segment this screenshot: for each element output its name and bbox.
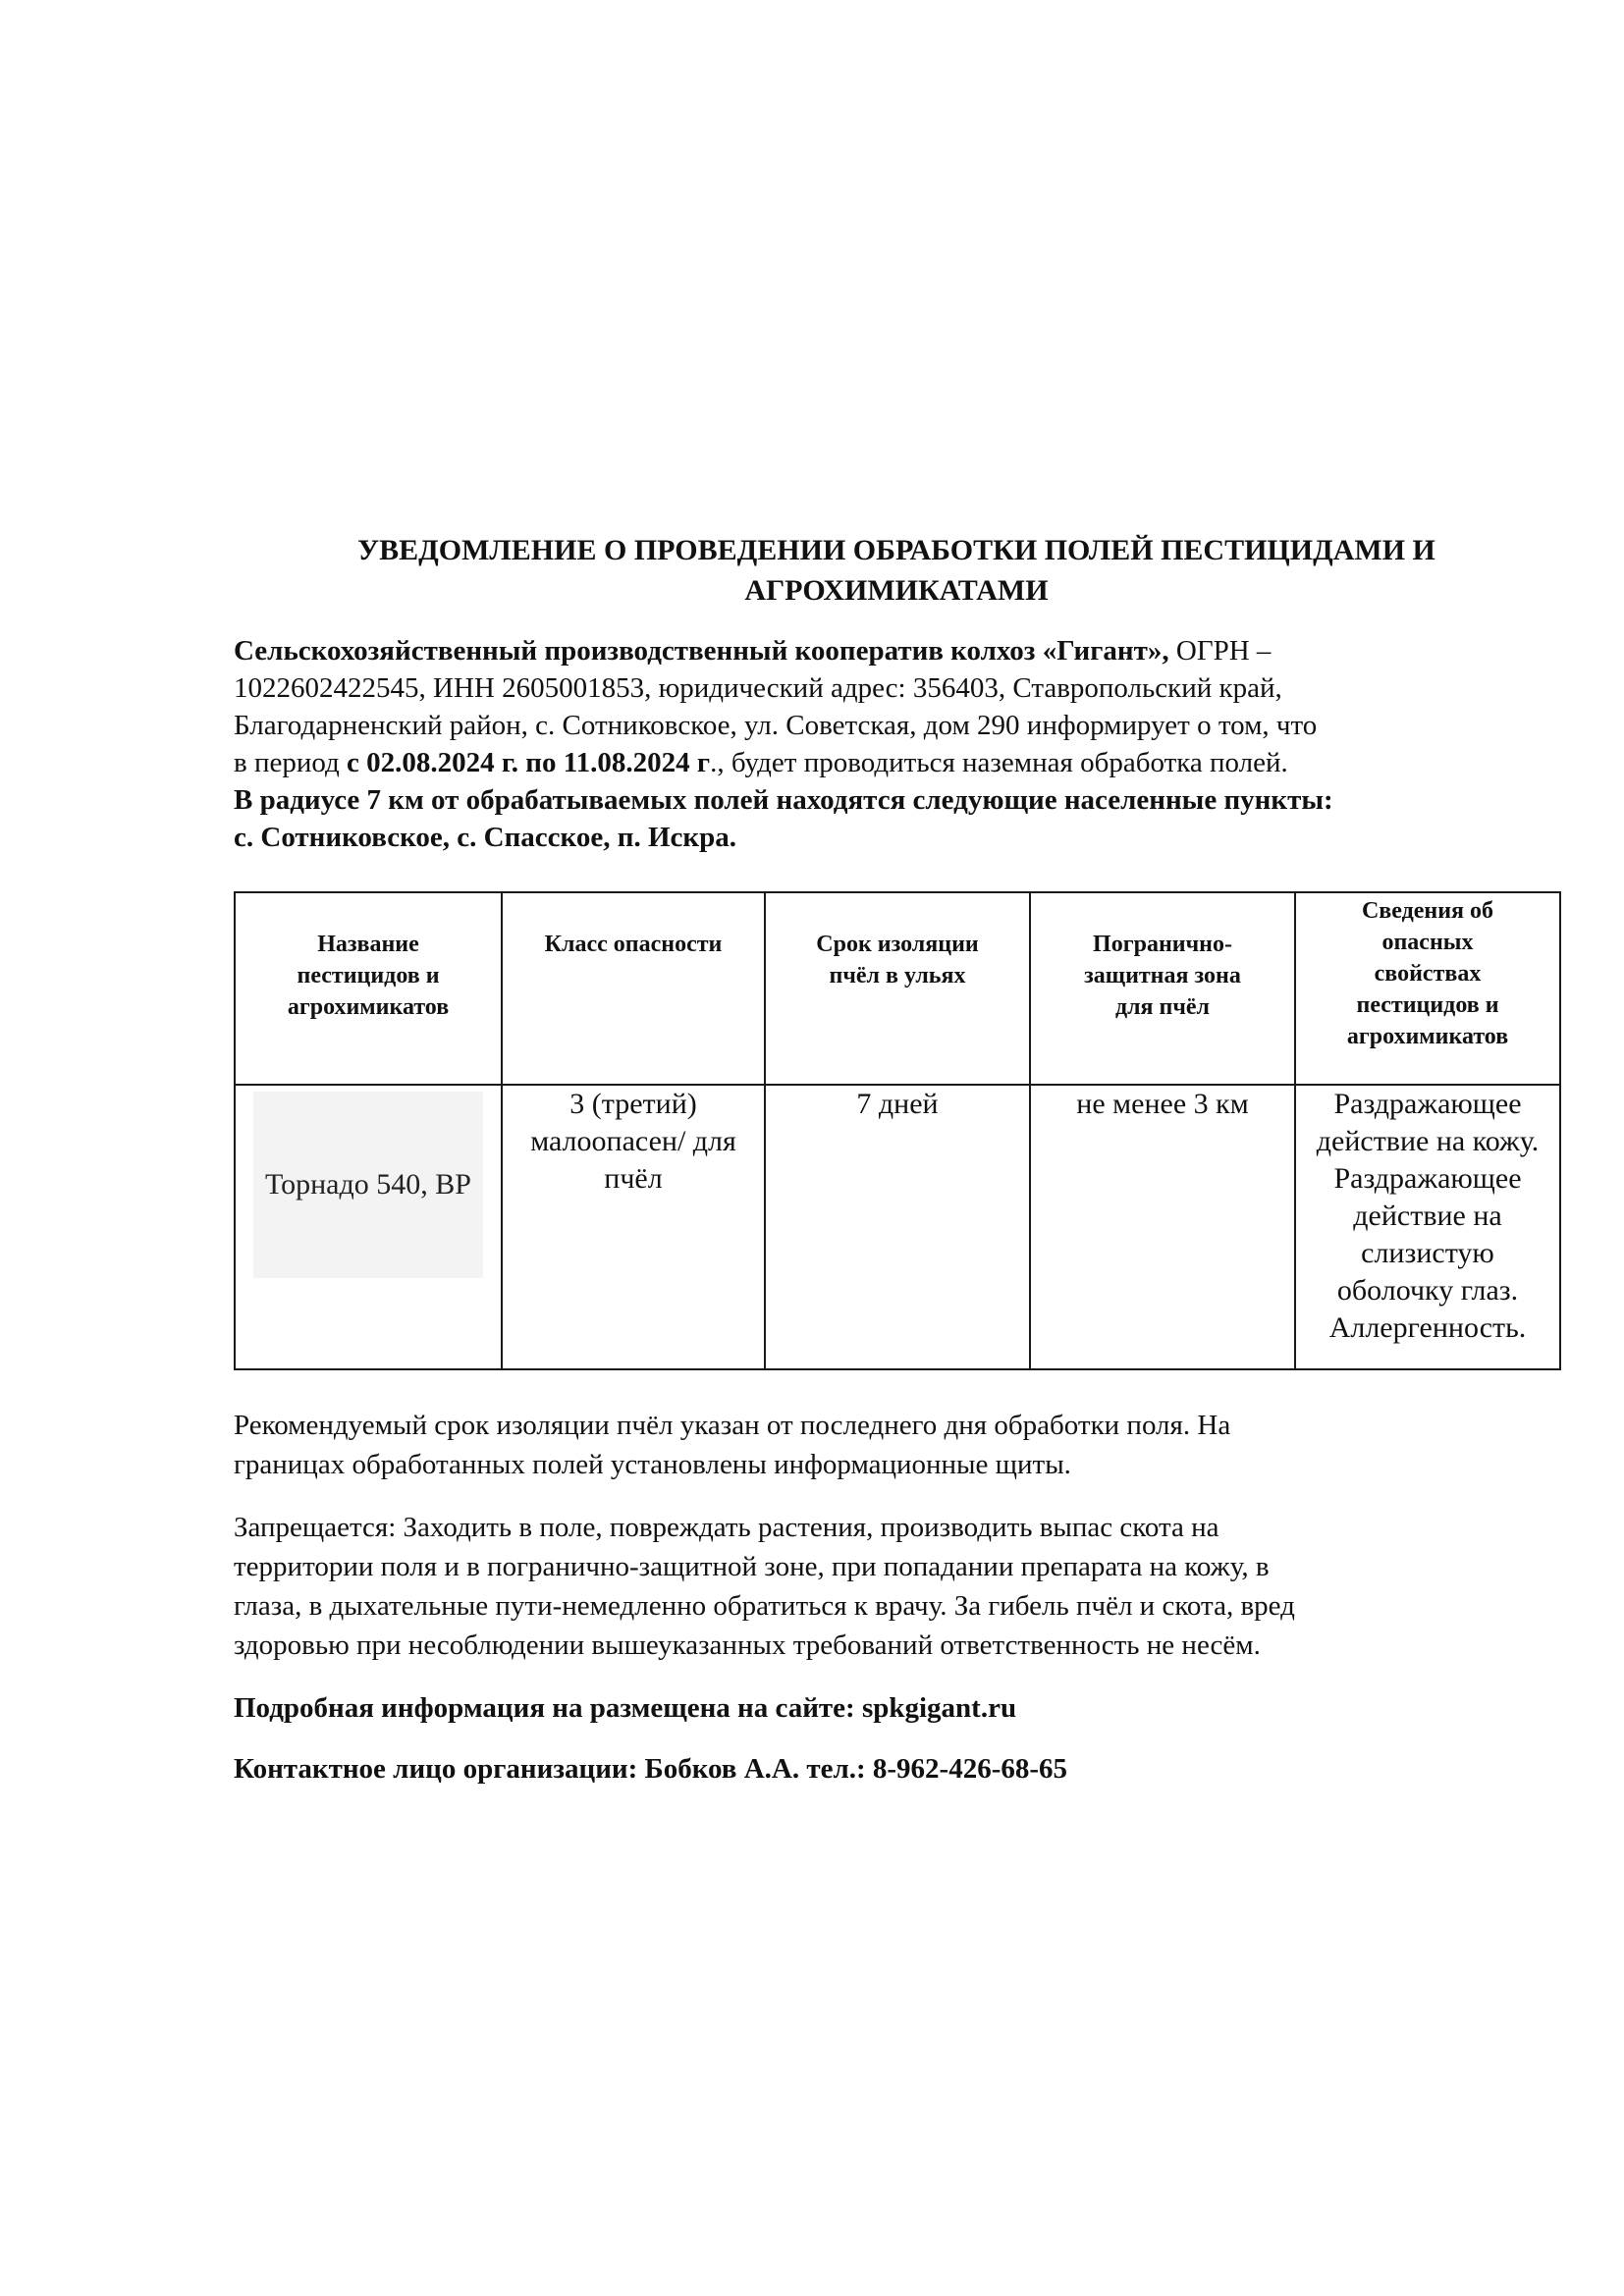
intro-line-1 bbox=[234, 632, 1559, 669]
header-hazard-class bbox=[502, 892, 765, 1085]
header-name-line-3: агрохимикатов bbox=[287, 994, 450, 1020]
period-suffix: ., будет проводиться наземная обработка полей. bbox=[710, 747, 1288, 778]
intro-line-4 bbox=[234, 744, 1559, 781]
header-info-line-4: пестицидов и bbox=[1356, 992, 1499, 1018]
hazard-class-line-3: пчёл bbox=[604, 1162, 663, 1195]
intro-line-2: 1022602422545, ИНН 2605001853, юридический адрес: 356403, Ставропольский край, bbox=[234, 672, 1282, 704]
isolation-note-paragraph bbox=[234, 1406, 1559, 1484]
cell-protection-zone: не менее 3 км bbox=[1030, 1085, 1295, 1369]
hazard-info-line-5: слизистую bbox=[1361, 1237, 1494, 1269]
ogrn-label: ОГРН – bbox=[1168, 635, 1272, 667]
title-line-1: УВЕДОМЛЕНИЕ О ПРОВЕДЕНИИ ОБРАБОТКИ ПОЛЕЙ ПЕСТИЦИДАМИ И bbox=[357, 534, 1435, 566]
hazard-info-line-7: Аллергенность. bbox=[1328, 1311, 1527, 1344]
header-zone-line-1: Погранично- bbox=[1093, 932, 1232, 957]
prohibition-line-4: здоровью при несоблюдении вышеуказанных требований ответственность не несём. bbox=[234, 1629, 1261, 1661]
header-pesticide-name bbox=[235, 892, 502, 1085]
hazard-info-line-3: Раздражающее bbox=[1333, 1162, 1522, 1195]
intro-line-3: Благодарненский район, с. Сотниковское, ул. Советская, дом 290 информирует о том, что bbox=[234, 710, 1318, 741]
header-hazard-info bbox=[1295, 892, 1560, 1085]
radius-statement: В радиусе 7 км от обрабатываемых полей находятся следующие населенные пункты: bbox=[234, 784, 1333, 816]
table-header-row bbox=[235, 892, 1560, 1085]
hazard-class-line-2: малоопасен/ для bbox=[530, 1125, 736, 1157]
prohibition-paragraph bbox=[234, 1508, 1559, 1665]
header-name-line-1: Название bbox=[317, 932, 419, 957]
header-isolation-line-2: пчёл в ульях bbox=[829, 963, 966, 988]
hazard-class-line-1: 3 (третий) bbox=[569, 1088, 697, 1120]
header-zone-line-2: защитная зона bbox=[1084, 963, 1241, 988]
settlements-list: с. Сотниковское, с. Спасское, п. Искра. bbox=[234, 822, 736, 853]
header-zone-line-3: для пчёл bbox=[1114, 994, 1211, 1020]
note-line-2: границах обработанных полей установлены информационные щиты. bbox=[234, 1449, 1071, 1480]
cell-hazard-info bbox=[1295, 1085, 1560, 1369]
hazard-info-line-1: Раздражающее bbox=[1333, 1088, 1522, 1120]
intro-paragraph bbox=[234, 632, 1559, 856]
pesticides-table bbox=[234, 891, 1561, 1370]
header-isolation-period bbox=[765, 892, 1030, 1085]
header-isolation-line-1: Срок изоляции bbox=[816, 932, 979, 957]
cell-hazard-class bbox=[502, 1085, 765, 1369]
header-info-line-3: свойствах bbox=[1374, 961, 1482, 987]
organization-name: Сельскохозяйственный производственный кооператив колхоз «Гигант», bbox=[234, 635, 1169, 667]
header-protection-zone bbox=[1030, 892, 1295, 1085]
hazard-info-line-2: действие на кожу. bbox=[1316, 1125, 1540, 1157]
pesticide-name: Торнадо 540, ВР bbox=[253, 1092, 483, 1278]
table-row bbox=[235, 1085, 1560, 1369]
cell-pesticide-name bbox=[235, 1085, 502, 1369]
note-line-1: Рекомендуемый срок изоляции пчёл указан от последнего дня обработки поля. На bbox=[234, 1410, 1231, 1441]
prohibition-line-1: Запрещается: Заходить в поле, повреждать растения, производить выпас скота на bbox=[234, 1512, 1219, 1543]
website-info: Подробная информация на размещена на сайте: spkgigant.ru bbox=[234, 1692, 1017, 1724]
prohibition-line-3: глаза, в дыхательные пути-немедленно обратиться к врачу. За гибель пчёл и скота, вред bbox=[234, 1590, 1295, 1622]
title-line-2: АГРОХИМИКАТАМИ bbox=[744, 574, 1049, 607]
contact-info: Контактное лицо организации: Бобков А.А. тел.: 8-962-426-68-65 bbox=[234, 1753, 1068, 1785]
cell-isolation-period: 7 дней bbox=[765, 1085, 1030, 1369]
period-prefix: в период bbox=[234, 747, 348, 778]
document-title bbox=[234, 530, 1559, 611]
prohibition-line-2: территории поля и в погранично-защитной зоне, при попадании препарата на кожу, в bbox=[234, 1551, 1270, 1582]
header-hazard-class-text: Класс опасности bbox=[544, 932, 723, 957]
header-name-line-2: пестицидов и bbox=[297, 963, 440, 988]
hazard-info-line-6: оболочку глаз. bbox=[1336, 1274, 1519, 1307]
treatment-period: с 02.08.2024 г. по 11.08.2024 г bbox=[347, 747, 711, 778]
hazard-info-line-4: действие на bbox=[1353, 1200, 1502, 1232]
notice-document bbox=[234, 530, 1559, 1789]
header-info-line-2: опасных bbox=[1381, 930, 1474, 955]
header-info-line-1: Сведения об bbox=[1361, 898, 1494, 924]
header-info-line-5: агрохимикатов bbox=[1346, 1024, 1509, 1049]
